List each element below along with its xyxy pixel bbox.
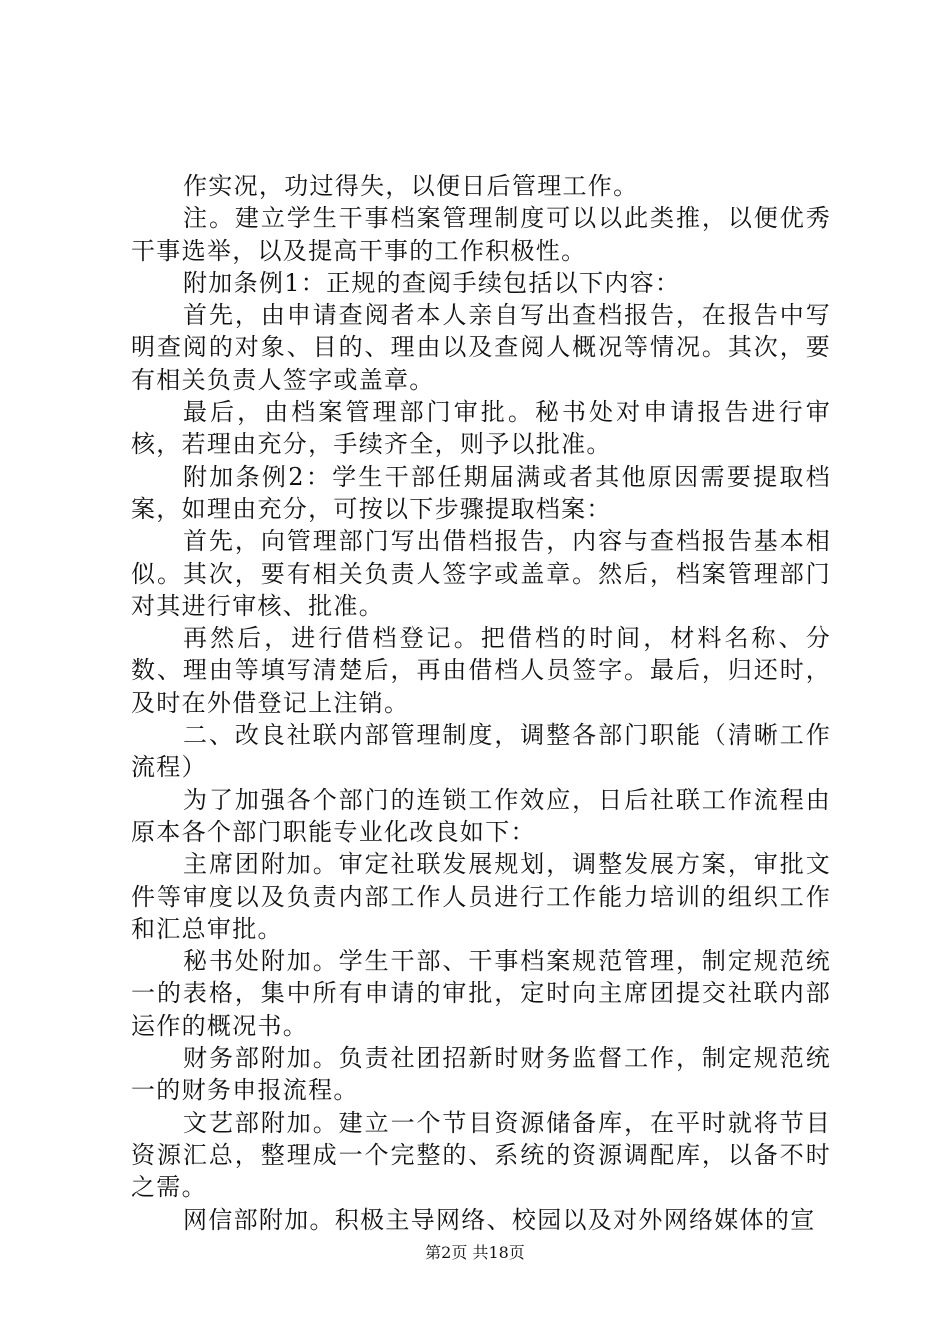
paragraph-4: 首先，由申请查阅者本人亲自写出查档报告，在报告中写明查阅的对象、目的、理由以及查阅人概况等情况。其次，要有相关负责人签字或盖章。 bbox=[131, 301, 831, 394]
paragraph-12: 秘书处附加。学生干部、干事档案规范管理，制定规范统一的表格，集中所有申请的审批，定时向主席团提交社联内部运作的概况书。 bbox=[131, 947, 831, 1040]
paragraph-7: 首先，向管理部门写出借档报告，内容与查档报告基本相似。其次，要有相关负责人签字或盖章。然后，档案管理部门对其进行审核、批准。 bbox=[131, 527, 831, 620]
paragraph-5: 最后，由档案管理部门审批。秘书处对申请报告进行审核，若理由充分，手续齐全，则予以批准。 bbox=[131, 398, 831, 459]
paragraph-13: 财务部附加。负责社团招新时财务监督工作，制定规范统一的财务申报流程。 bbox=[131, 1044, 831, 1105]
paragraph-1: 作实况，功过得失，以便日后管理工作。 bbox=[183, 172, 639, 200]
page-footer: 第2页 共18页 bbox=[425, 1243, 525, 1262]
paragraph-11: 主席团附加。审定社联发展规划，调整发展方案，审批文件等审度以及负责内部工作人员进行工作能力培训的组织工作和汇总审批。 bbox=[131, 850, 831, 943]
paragraph-10: 为了加强各个部门的连锁工作效应，日后社联工作流程由原本各个部门职能专业化改良如下： bbox=[131, 785, 831, 846]
document-body bbox=[131, 170, 831, 1236]
paragraph-9: 二、改良社联内部管理制度，调整各部门职能（清晰工作流程） bbox=[131, 721, 831, 782]
paragraph-2: 注。建立学生干事档案管理制度可以以此类推，以便优秀干事选举，以及提高干事的工作积极性。 bbox=[131, 204, 831, 265]
paragraph-15: 网信部附加。积极主导网络、校园以及对外网络媒体的宣 bbox=[183, 1205, 816, 1234]
paragraph-6: 附加条例2：学生干部任期届满或者其他原因需要提取档案，如理由充分，可按以下步骤提取档案： bbox=[131, 462, 831, 523]
paragraph-3: 附加条例1：正规的查阅手续包括以下内容： bbox=[183, 268, 681, 297]
paragraph-8: 再然后，进行借档登记。把借档的时间，材料名称、分数、理由等填写清楚后，再由借档人员签字。最后，归还时，及时在外借登记上注销。 bbox=[131, 624, 831, 717]
paragraph-14: 文艺部附加。建立一个节目资源储备库，在平时就将节目资源汇总，整理成一个完整的、系统的资源调配库，以备不时之需。 bbox=[131, 1108, 831, 1202]
